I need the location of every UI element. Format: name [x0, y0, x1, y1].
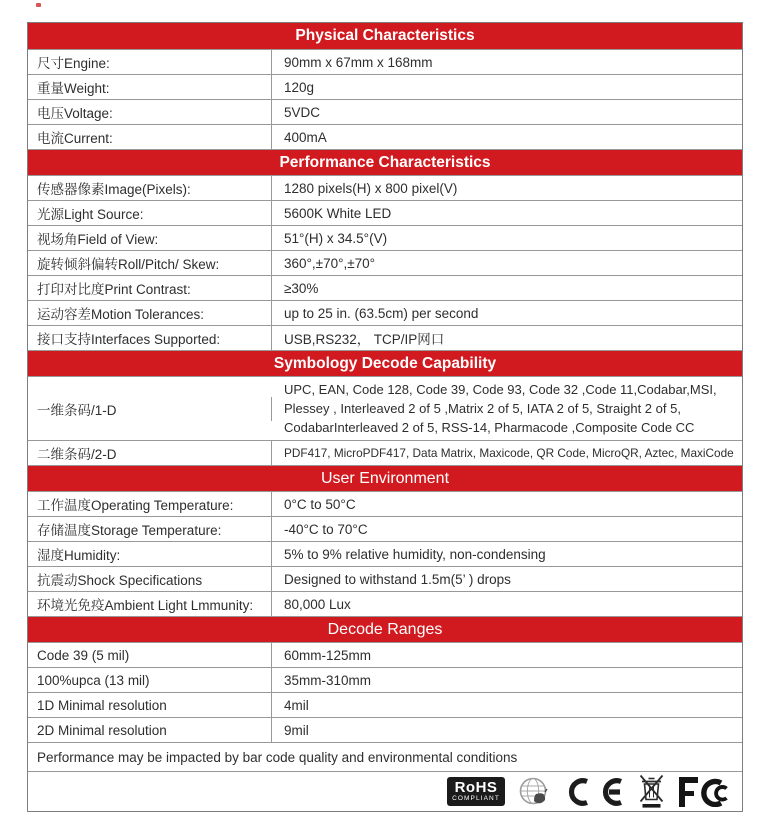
spec-value: 5600K White LED — [284, 205, 392, 221]
spec-row — [28, 225, 742, 250]
eco-globe-icon — [518, 776, 549, 807]
rohs-compliant-badge — [447, 777, 505, 806]
spec-row — [28, 175, 742, 200]
footer-note-row — [28, 742, 742, 771]
section-header: Decode Ranges — [28, 616, 742, 642]
section-rows — [28, 642, 742, 742]
spec-row — [28, 376, 742, 440]
spec-table — [27, 22, 743, 812]
spec-row — [28, 516, 742, 541]
spec-row — [28, 325, 742, 350]
spec-section — [28, 350, 742, 465]
spec-value: 80,000 Lux — [284, 596, 351, 612]
spec-label: 视场角Field of View: — [28, 226, 272, 250]
spec-value: 400mA — [284, 129, 327, 145]
spec-value: PDF417, MicroPDF417, Data Matrix, Maxicode, QR Code, MicroQR, Aztec, MaxiCode — [284, 446, 734, 460]
spec-value: 120g — [284, 79, 315, 95]
spec-label: 湿度Humidity: — [28, 542, 272, 566]
section-rows — [28, 49, 742, 149]
spec-value: up to 25 in. (63.5cm) per second — [284, 305, 479, 321]
rohs-compliant-label: COMPLIANT — [452, 795, 500, 803]
spec-label: 工作温度Operating Temperature: — [28, 492, 272, 516]
spec-label: 电流Current: — [28, 125, 272, 149]
spec-value: 90mm x 67mm x 168mm — [284, 54, 433, 70]
spec-row — [28, 200, 742, 225]
spec-section — [28, 149, 742, 350]
sections-host — [28, 23, 742, 742]
spec-label: 抗震动Shock Specifications — [28, 567, 272, 591]
spec-label: 重量Weight: — [28, 75, 272, 99]
spec-row — [28, 300, 742, 325]
section-rows — [28, 376, 742, 465]
spec-label: 运动容差Motion Tolerances: — [28, 301, 272, 325]
section-rows — [28, 175, 742, 350]
spec-value: 35mm-310mm — [284, 672, 372, 688]
spec-value: 5VDC — [284, 104, 321, 120]
section-header: Symbology Decode Capability — [28, 350, 742, 376]
certification-logo-row — [28, 771, 742, 811]
spec-value: 4mil — [284, 697, 309, 713]
spec-row — [28, 692, 742, 717]
spec-label: 打印对比度Print Contrast: — [28, 276, 272, 300]
fcc-mark-icon — [677, 777, 731, 807]
section-rows — [28, 491, 742, 616]
spec-row — [28, 667, 742, 692]
spec-row — [28, 74, 742, 99]
spec-label: 1D Minimal resolution — [28, 693, 272, 717]
spec-value: 5% to 9% relative humidity, non-condensing — [284, 546, 546, 562]
spec-section — [28, 616, 742, 742]
section-header: Physical Characteristics — [28, 23, 742, 49]
spec-label: 传感器像素Image(Pixels): — [28, 176, 272, 200]
spec-label: 2D Minimal resolution — [28, 718, 272, 742]
spec-label: 一维条码/1-D — [28, 397, 272, 421]
spec-label: 环境光免疫Ambient Light Lmmunity: — [28, 592, 272, 616]
ce-mark-icon — [562, 778, 626, 806]
scan-artifact-speck — [36, 3, 41, 7]
spec-label: 尺寸Engine: — [28, 50, 272, 74]
spec-section — [28, 23, 742, 149]
spec-label: 100%upca (13 mil) — [28, 668, 272, 692]
section-header: User Environment — [28, 465, 742, 491]
spec-row — [28, 124, 742, 149]
spec-row — [28, 99, 742, 124]
spec-value: 0°C to 50°C — [284, 496, 356, 512]
spec-row — [28, 275, 742, 300]
rohs-label: RoHS — [454, 779, 498, 797]
spec-label: 存储温度Storage Temperature: — [28, 517, 272, 541]
spec-row — [28, 717, 742, 742]
footer-note-text: Performance may be impacted by bar code quality and environmental conditions — [37, 749, 518, 765]
spec-value: 360°,±70°,±70° — [284, 255, 376, 271]
spec-label: Code 39 (5 mil) — [28, 643, 272, 667]
spec-row — [28, 440, 742, 465]
section-header: Performance Characteristics — [28, 149, 742, 175]
spec-value: Designed to withstand 1.5m(5’ ) drops — [284, 571, 511, 587]
spec-value: 1280 pixels(H) x 800 pixel(V) — [284, 180, 458, 196]
spec-value: 9mil — [284, 722, 309, 738]
spec-value: USB,RS232， TCP/IP网口 — [284, 332, 445, 347]
spec-row — [28, 642, 742, 667]
spec-row — [28, 250, 742, 275]
spec-label: 旋转倾斜偏转Roll/Pitch/ Skew: — [28, 251, 272, 275]
spec-row — [28, 541, 742, 566]
spec-value: -40°C to 70°C — [284, 521, 368, 537]
weee-bin-icon — [639, 773, 664, 810]
spec-value: 51°(H) x 34.5°(V) — [284, 230, 388, 246]
spec-section — [28, 465, 742, 616]
spec-label: 二维条码/2-D — [28, 441, 272, 465]
spec-row — [28, 49, 742, 74]
spec-value: 60mm-125mm — [284, 647, 372, 663]
spec-label: 接口支持Interfaces Supported: — [28, 326, 272, 350]
spec-row — [28, 591, 742, 616]
spec-label: 电压Voltage: — [28, 100, 272, 124]
spec-row — [28, 491, 742, 516]
spec-label: 光源Light Source: — [28, 201, 272, 225]
spec-value: UPC, EAN, Code 128, Code 39, Code 93, Code 32 ,Code 11,Codabar,MSI, Plessey , Interleaved 2 of 5 ,Matrix 2 of 5, IATA 2 of 5, Straight 2 of 5, CodabarInterleaved 2 of 5, RSS-14, Pharmacode ,Composite Code CC — [284, 382, 717, 435]
spec-row — [28, 566, 742, 591]
spec-value: ≥30% — [284, 280, 319, 296]
